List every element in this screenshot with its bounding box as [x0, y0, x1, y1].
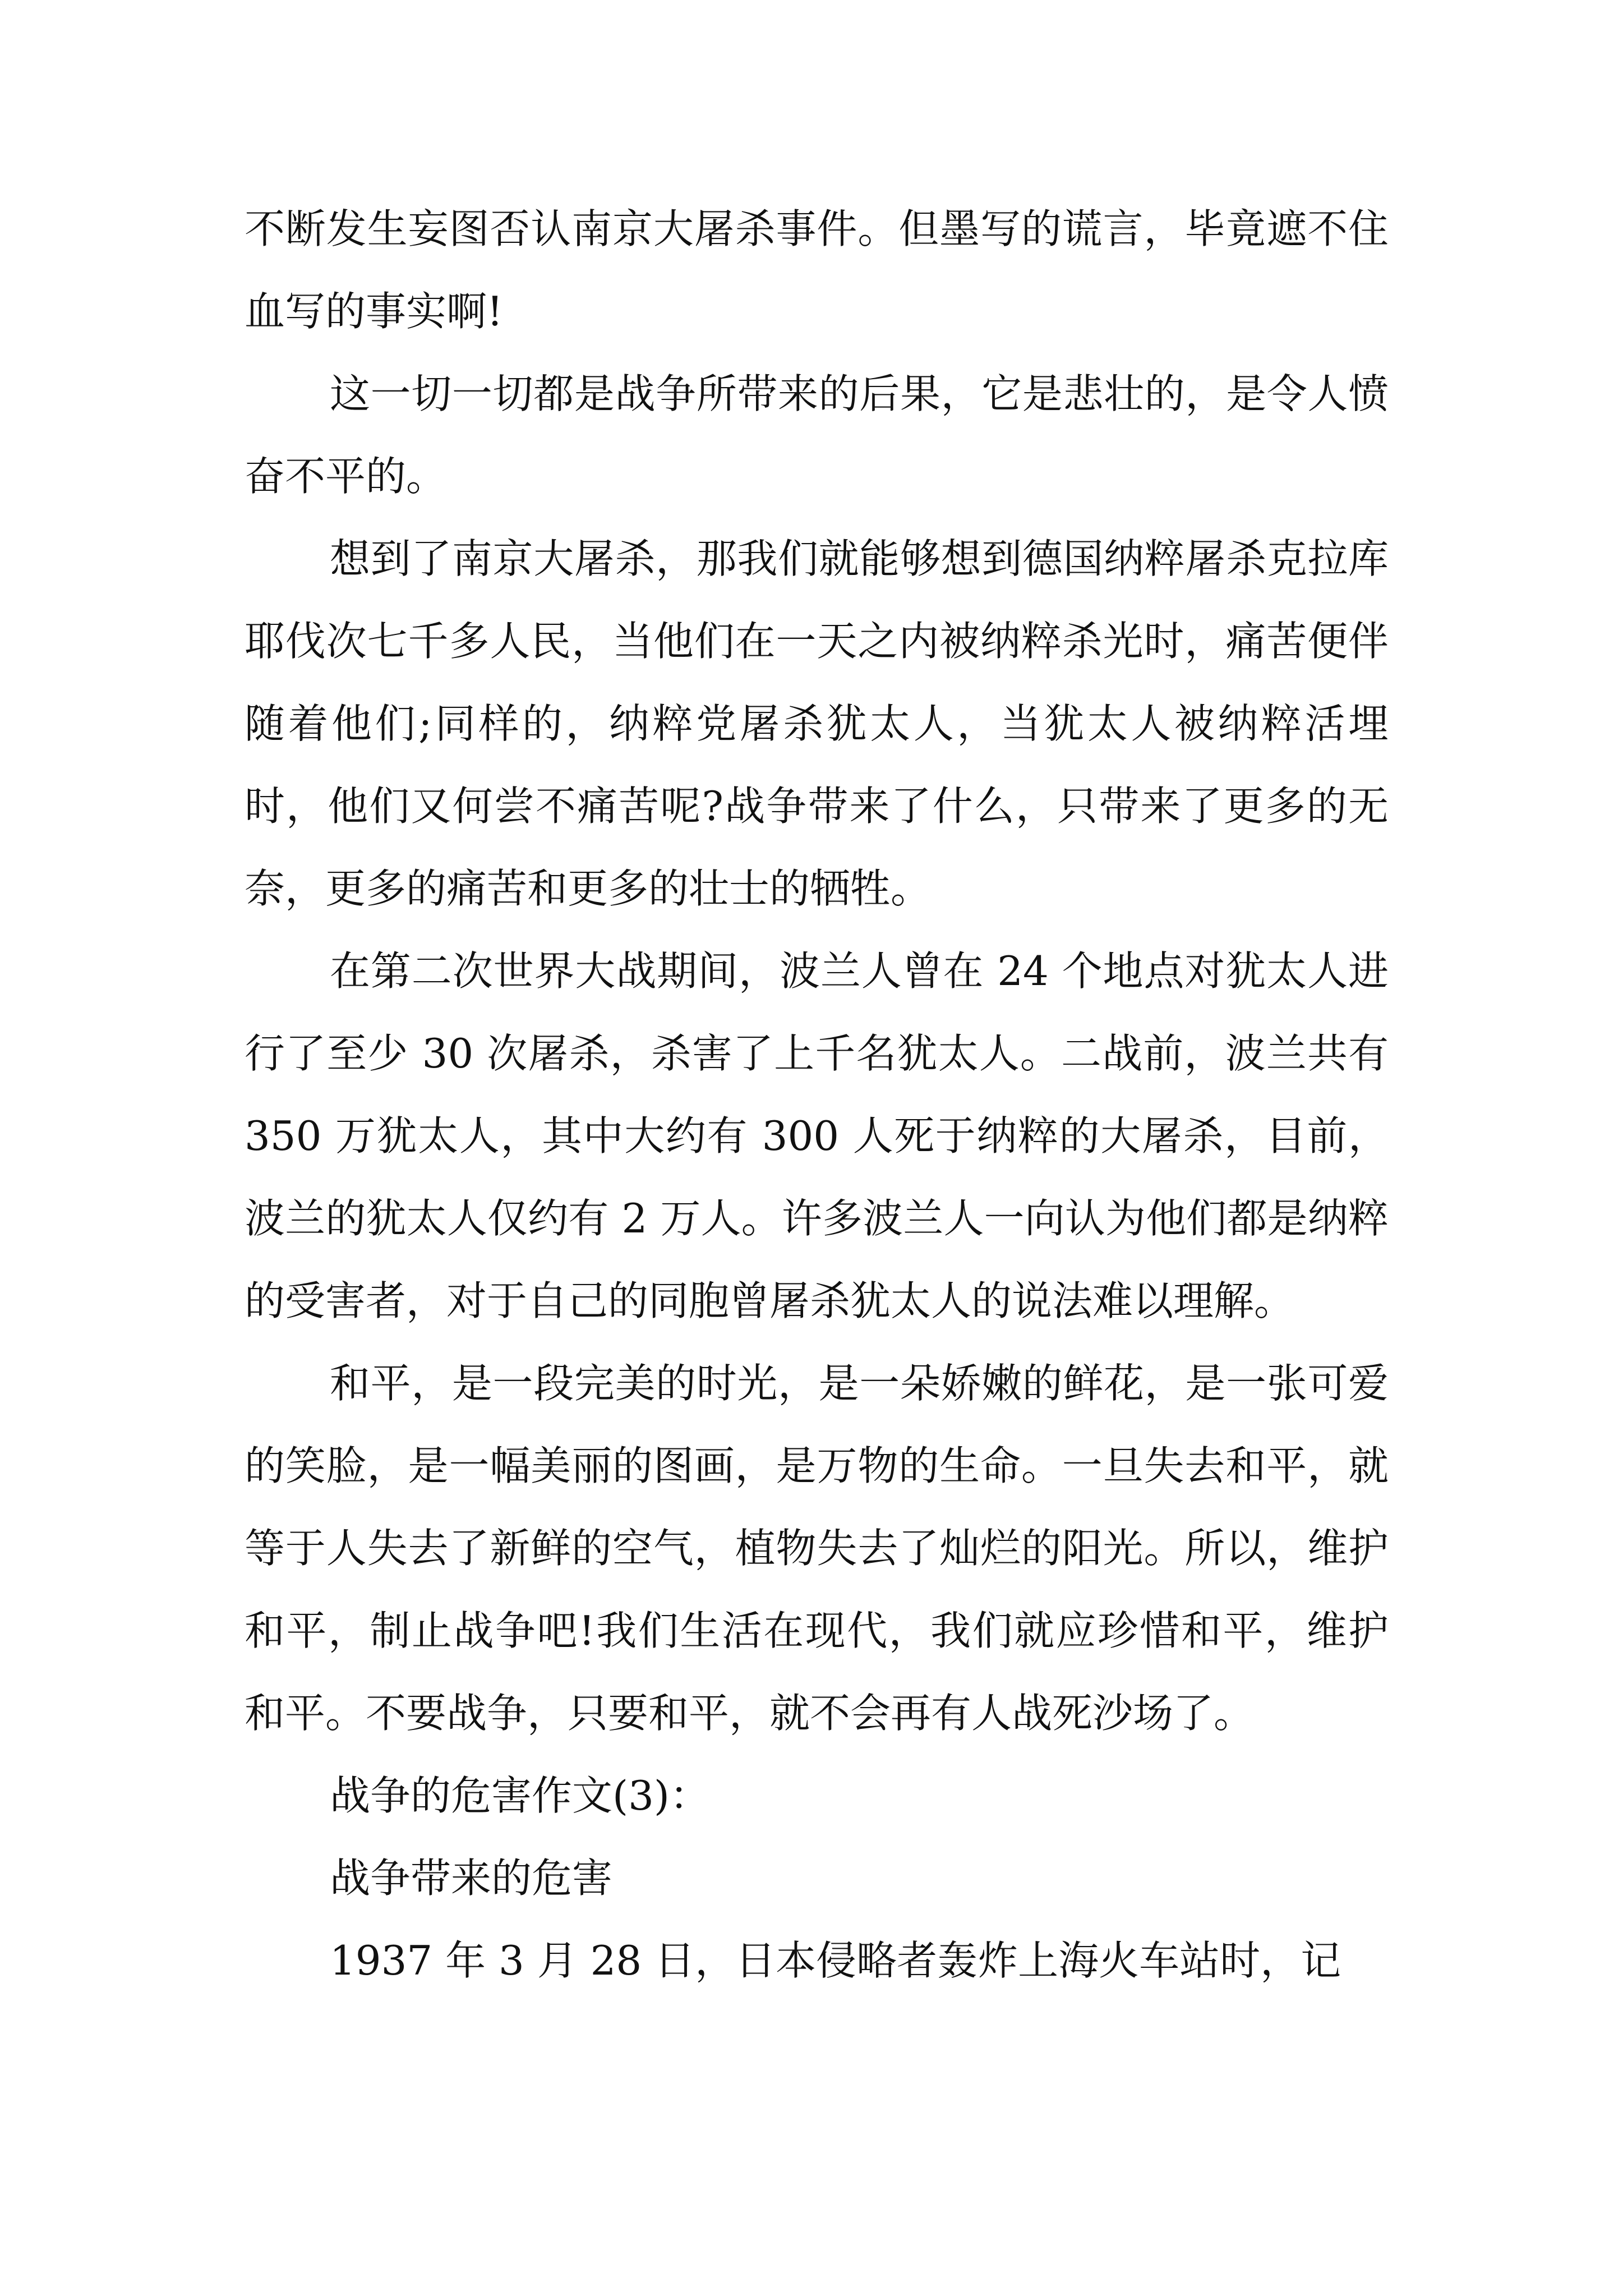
document-body: [245, 188, 1389, 2002]
paragraph-continued: 不断发生妄图否认南京大屠杀事件。但墨写的谎言，毕竟遮不住血写的事实啊!: [245, 205, 1389, 335]
paragraph: 这一切一切都是战争所带来的后果，它是悲壮的，是令人愤奋不平的。: [245, 370, 1389, 500]
essay-title: 战争带来的危害: [330, 1855, 613, 1902]
paragraph: 在第二次世界大战期间，波兰人曾在 24 个地点对犹太人进行了至少 30 次屠杀，杀害了上千名犹太人。二战前，波兰共有 350 万犹太人，其中大约有 300 人死于纳粹的大屠杀，目前，波兰的犹太人仅约有 2 万人。许多波兰人一向认为他们都是纳粹的受害者，对于自己的同胞曾屠杀犹太人的说法难以理解。: [245, 947, 1389, 1324]
paragraph: 1937 年 3 月 28 日，日本侵略者轰炸上海火车站时，记: [330, 1937, 1341, 1984]
section-heading: 战争的危害作文(3)：: [330, 1772, 710, 1819]
paragraph: 想到了南京大屠杀，那我们就能够想到德国纳粹屠杀克拉库耶伐次七千多人民，当他们在一天之内被纳粹杀光时，痛苦便伴随着他们;同样的，纳粹党屠杀犹太人，当犹太人被纳粹活埋时，他们又何尝不痛苦呢?战争带来了什么，只带来了更多的无奈，更多的痛苦和更多的壮士的牺牲。: [245, 535, 1389, 912]
paragraph: 和平，是一段完美的时光，是一朵娇嫩的鲜花，是一张可爱的笑脸，是一幅美丽的图画，是万物的生命。一旦失去和平，就等于人失去了新鲜的空气，植物失去了灿烂的阳光。所以，维护和平，制止战争吧!我们生活在现代，我们就应珍惜和平，维护和平。不要战争，只要和平，就不会再有人战死沙场了。: [245, 1360, 1389, 1737]
